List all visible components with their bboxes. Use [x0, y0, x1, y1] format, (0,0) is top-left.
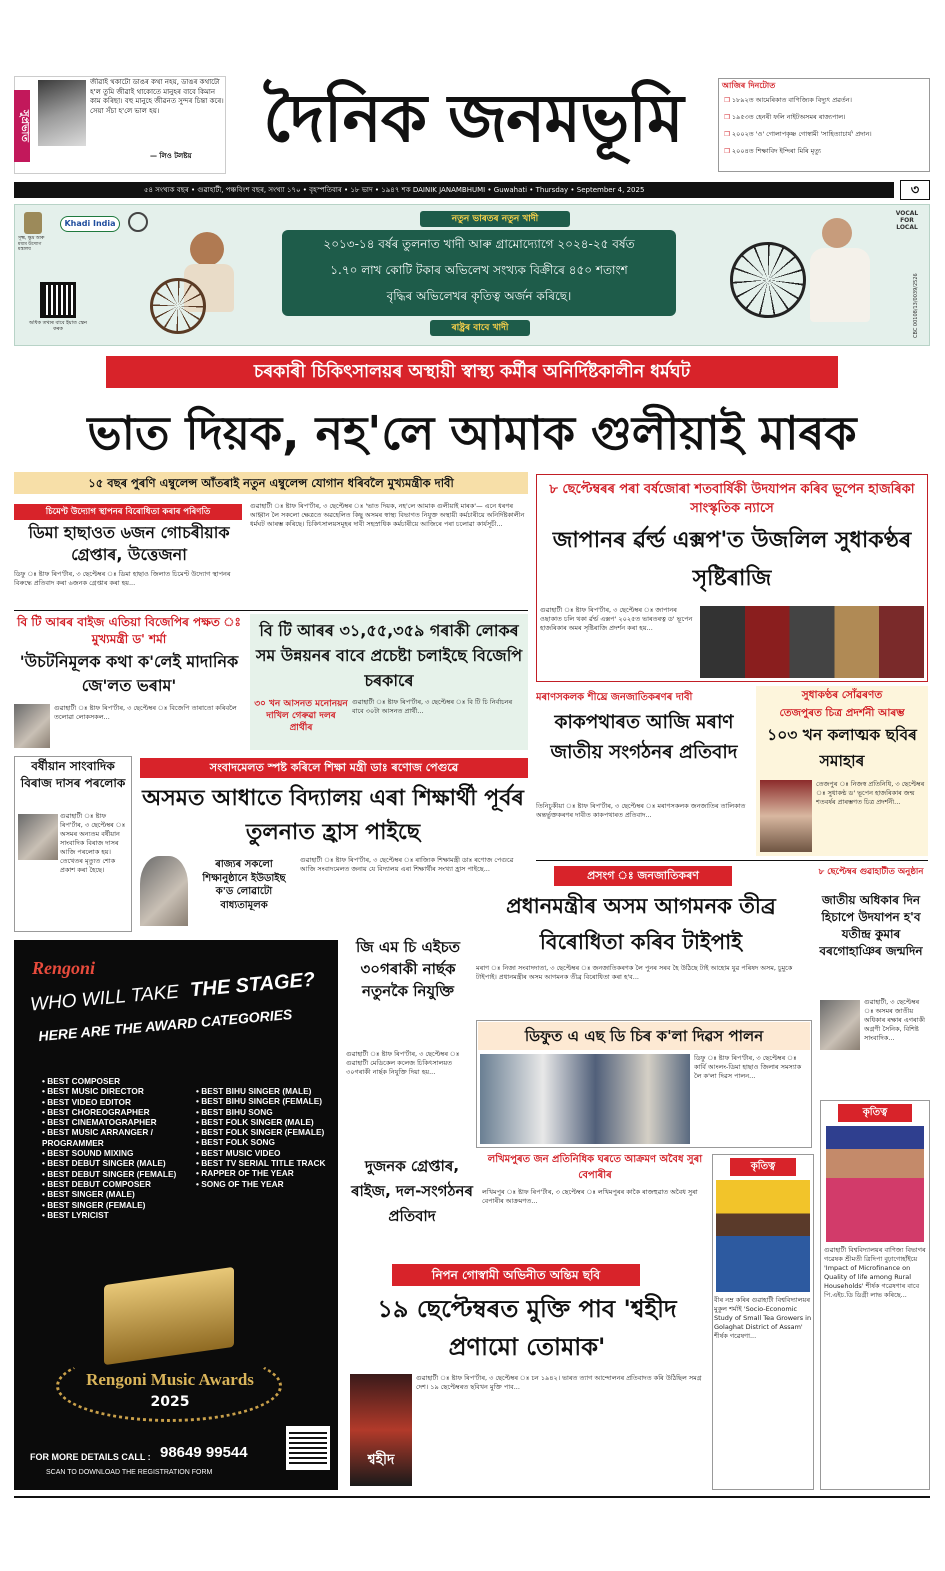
gmc-body: গুৱাহাটী ঃ ষ্টাফ ৰিপ'ৰ্টাৰ, ৩ ছেপ্টেম্বৰ ঃ গুৱাহাটী মেডিকেল কলেজ চিকিৎসালয়ত ৩০গৰাকী নাৰ্ছক নিযুক্তি দিয়া হয়...: [346, 1050, 460, 1076]
khadi-logo: Khadi India: [60, 216, 120, 232]
education-kicker: সংবাদমেলত স্পষ্ট কৰিলে শিক্ষা মন্ত্ৰী ডাঃ ৰণোজ পেগুৱে: [140, 758, 528, 778]
tezpur-subkicker: তেজপুৰত চিত্ৰ প্ৰদৰ্শনী আৰম্ভ: [779, 707, 905, 719]
dima-kicker: চিমেণ্ট উদ্যোগ স্থাপনৰ বিৰোধিতা কৰাৰ পৰিণতি: [14, 504, 242, 520]
prasanga-body: মৰাণ ঃ নিজা সংবাদদাতা, ৩ ছেপ্টেম্বৰ ঃ জনজাতিকৰণক লৈ পুনৰ সৰব হৈ উঠিছে টাই আহোম যুৱ পৰিষদ অসম, চুমুকে টাইপাই। প্ৰধানমন্ত্ৰীৰ অসম আগমনক তীব্ৰ বিৰোধিতা কৰা হ'ব...: [476, 964, 793, 981]
category-item: • BEST CHOREOGRAPHER: [42, 1106, 150, 1117]
category-item: • BEST LYRICIST: [42, 1209, 109, 1220]
pm-charkha-image: [730, 212, 890, 340]
prasanga-kicker: প্ৰসংগ ঃ জনজাতিকৰণ: [554, 866, 732, 886]
category-item: • BEST FOLK SINGER (MALE): [196, 1116, 314, 1127]
poster-title: শ্বহীদ: [367, 1452, 395, 1468]
awards-year: 2025: [150, 1394, 190, 1410]
diphu-photo: [480, 1054, 690, 1144]
ambulance-headline: ১৫ বছৰ পুৰণি এম্বুলেন্স আঁতৰাই নতুন এম্বুলেন্স যোগান ধৰিবলৈ মুখ্যমন্ত্ৰীক দাবী: [14, 472, 528, 494]
qr-caption: অধিক তথ্যৰ বাবে ইয়াত স্কেন কৰক: [28, 320, 88, 332]
moran-kicker: মৰাণসকলক শীঘ্ৰে জনজাতিকৰণৰ দাবী: [536, 692, 693, 703]
kritittwa-photo-2: [826, 1126, 924, 1242]
divider: [536, 860, 928, 861]
obit-kicker: বৰ্ষীয়ান সাংবাদিক বিৰাজ দাসৰ পৰলোক: [20, 759, 126, 790]
quote-author: — লিও টলষ্টয়: [150, 152, 192, 160]
jatiya-headline: জাতীয় অধিকাৰ দিন হিচাপে উদযাপন হ'ব যতীন্দ্ৰ কুমাৰ বৰগোহাঞিৰ জন্মদিন: [819, 893, 923, 958]
bt-cm-headline: 'উচটনিমূলক কথা ক'লেই মাদানিক জে'লত ভৰাম': [19, 652, 239, 695]
category-item: • BEST BIHU SONG: [196, 1106, 273, 1117]
category-item: • RAPPER OF THE YEAR: [196, 1168, 294, 1179]
suprabhat-label: সুপ্রভাত: [14, 90, 30, 162]
minister-photo: [140, 856, 188, 926]
kritittwa-photo-1: [716, 1180, 810, 1292]
ad-line-1: ২০১৩-১৪ বৰ্ষৰ তুলনাত খাদী আৰু গ্ৰামোদ্যোগে ২০২৪-২৫ বৰ্ষত: [323, 237, 635, 251]
ministry-label: সূক্ষ্ম, ক্ষুদ্ৰ আৰু মধ্যম উদ্যোগ মন্ত্ৰালয়: [18, 236, 45, 252]
nipan-headline: ১৯ ছেপ্টেম্বৰত মুক্তি পাব 'শ্বহীদ প্ৰণামো তোমাক': [377, 1295, 677, 1361]
bt-box-headline: বি টি আৰৰ ৩১,৫৫,৩৫৯ গৰাকী লোকৰ সম উন্নয়নৰ বাবে প্ৰচেষ্টা চলাইছে বিজেপি চৰকাৰে: [255, 621, 523, 690]
dateline-bar: ৫৪ সংখ্যক বছৰ • গুৱাহাটী, পঞ্চবিংশ বছৰ, সংখ্যা ১৭০ • বৃহস্পতিবাৰ • ১৮ ভাদ • ১৯৪৭ শক DAINIK JANAMBHUMI • Guwahati • Thursday • September 4, 2025: [14, 182, 894, 198]
dima-headline: ডিমা হাছাওত ৬জন গোচৰীয়াক গ্ৰেপ্তাৰ, উত্তেজনা: [28, 523, 230, 564]
bt-box-sub: ৩০ খন আসনত মনোনয়ন দাখিল গেৰুৱা দলৰ প্ৰাৰ্থীৰ: [254, 699, 348, 733]
today-label: আজিৰ দিনটোত: [722, 81, 776, 90]
japan-kicker: ৮ ছেপ্টেম্বৰৰ পৰা বৰ্ষজোৰা শতবাৰ্ষিকী উদযাপন কৰিব ভূপেন হাজৰিকা সাংস্কৃতিক ন্যাসে: [549, 482, 915, 516]
rengoni-qr-icon: [286, 1426, 330, 1470]
jatiya-body: গুৱাহাটী, ৩ ছেপ্টেম্বৰ ঃ অসমৰ জাতীয় অধিকাৰ ৰক্ষাৰ এগৰাকী অগ্ৰণী সৈনিক, বিশিষ্ট সাংবাদিক...: [864, 998, 925, 1042]
category-item: • BEST MUSIC ARRANGER / PROGRAMMER: [42, 1127, 153, 1148]
awards-title: Rengoni Music Awards: [86, 1370, 254, 1389]
diphu-body: ডিফু ঃ ষ্টাফ ৰিপ'ৰ্টাৰ, ৩ ছেপ্টেম্বৰ ঃ কাৰ্বি আংলং-ডিমা হাছাও জিলাৰ সমস্যাক লৈ ক'লা দিৱস পালন...: [694, 1054, 802, 1080]
kritittwa-body-2: গুৱাহাটী বিশ্ববিদ্যালয়ৰ বাণিজ্য বিভাগৰ গৱেষক শ্ৰীমতী ত্ৰিদিপা বুঢ়াগোহাঁইয়ে 'Impact of Microfinance on Quality of life among Rural Households' শীৰ্ষক গৱেষণাৰ বাবে পি.এইচ.ডি ডিগ্ৰী লাভ কৰিছে...: [824, 1246, 926, 1299]
category-item: • BEST DEBUT COMPOSER: [42, 1178, 151, 1189]
kritittwa-label-2: কৃতিত্ব: [838, 1104, 912, 1122]
arrest-kicker: লখিমপুৰত জন প্ৰতিনিধিক ঘৰতে আক্ৰমণ অবৈধ সুৰা বেপাৰীৰ: [487, 1154, 703, 1181]
scan-caption: SCAN TO DOWNLOAD THE REGISTRATION FORM: [46, 1469, 213, 1476]
category-item: • BEST SOUND MIXING: [42, 1148, 134, 1159]
category-item: • BEST CINEMATOGRAPHER: [42, 1117, 157, 1128]
lead-body: গুৱাহাটী ঃ ষ্টাফ ৰিপ'ৰ্টাৰ, ৩ ছেপ্টেম্বৰ ঃ 'ভাত দিয়ক, নহ'লে আমাক গুলীয়াই মাৰক'— এনে ধৰণৰ আহ্বান লৈ সকলো ক্ষেত্ৰতে অৱহেলিত কিছু অসমৰ স্বাস্থ্য বিভাগত নিযুক্ত অস্থায়ী কৰ্মচাৰীয়ে অনিৰ্দিষ্টকালীন ধৰ্মঘট আৰম্ভ কৰিছে। চিকিৎসালয়সমূহৰ দাবী সহস্ৰাধিক কৰ্মচাৰীয়ে আজিৰে পৰা চলোৱা কাৰ্যসূচী...: [250, 502, 525, 528]
kritittwa-label-1: কৃতিত্ব: [730, 1158, 796, 1176]
category-item: • BEST DEBUT SINGER (FEMALE): [42, 1168, 177, 1179]
bt-cm-kicker: বি টি আৰৰ বাইজ এতিয়া বিজেপিৰ পক্ষত ঃ মুখ্যমন্ত্ৰী ড' শৰ্মা: [17, 615, 241, 646]
lead-headline: ভাত দিয়ক, নহ'লে আমাক গুলীয়াই মাৰক: [87, 406, 857, 460]
category-item: • BEST BIHU SINGER (FEMALE): [196, 1096, 322, 1107]
lead-kicker: চৰকাৰী চিকিৎসালয়ৰ অস্থায়ী স্বাস্থ্য কৰ্মীৰ অনিৰ্দিষ্টকালীন ধৰ্মঘট: [106, 356, 838, 388]
jatiya-kicker: ৮ ছেপ্টেম্বৰ গুৱাহাটীত অনুষ্ঠান: [818, 867, 924, 877]
vocal-for-local-logo: VOCAL FOR LOCAL: [895, 210, 919, 231]
category-item: • BEST MUSIC DIRECTOR: [42, 1086, 144, 1097]
moran-headline: কাকপথাৰত আজি মৰাণ জাতীয় সংগঠনৰ প্ৰতিবাদ: [550, 712, 738, 763]
japan-photo: [700, 606, 924, 678]
prasanga-headline: প্ৰধানমন্ত্ৰীৰ অসম আগমনক তীব্ৰ বিৰোধিতা কৰিব টাইপাই: [506, 894, 776, 954]
education-side: ৰাজ্যৰ সকলো শিক্ষানুষ্ঠানে ইউডাইছ ক'ড লোৱাটো বাধ্যতামূলক: [202, 859, 286, 911]
emblem-icon: [24, 212, 42, 234]
moran-body: তিনিচুকীয়া ঃ ষ্টাফ ৰিপ'ৰ্টাৰ, ৩ ছেপ্টেম্বৰ ঃ মৰাণসকলক জনজাতিৰ তালিকাত অন্তৰ্ভুক্তকৰণৰ দাবীত কাকপথাৰত প্ৰতিবাদ...: [536, 802, 746, 819]
category-item: • BEST SINGER (FEMALE): [42, 1199, 146, 1210]
japan-headline: জাপানৰ ৰ্ৱৰ্ল্ড এক্সপ'ত উজলিল সুধাকণ্ঠৰ সৃষ্টিৰাজি: [552, 528, 912, 591]
today-item: ❒ ২০০৪ত শিক্ষাবিদ ইন্দিৰা মিৰি মৃত্যু: [724, 147, 822, 155]
rengoni-tagline-1: WHO WILL TAKE: [29, 981, 180, 1016]
category-item: • BEST SINGER (MALE): [42, 1189, 135, 1200]
phone-number: 98649 99544: [160, 1444, 248, 1461]
ad-line-2: ১.৭০ লাখ কোটি টকাৰ অভিলেখ সংখ্যক বিক্ৰীৰে ৪৫০ শতাংশ: [330, 263, 628, 277]
category-item: • BEST TV SERIAL TITLE TRACK: [196, 1158, 326, 1169]
bt-cm-body: গুৱাহাটী ঃ ষ্টাফ ৰিপ'ৰ্টাৰ, ৩ ছেপ্টেম্বৰ ঃ বিজেপি তাৰাতো কৰিবলৈ তলোৱা লোকসকল...: [54, 704, 237, 721]
nipan-body: গুৱাহাটী ঃ ষ্টাফ ৰিপ'ৰ্টাৰ, ৩ ছেপ্টেম্বৰ ঃ চন ১৯৪২। ভাৰত ত্যাগ আন্দোলনৰ প্ৰতিবাদত কৰি উঠিছিল সমগ্ৰ দেশ। ১৯ ছেপ্টেম্বৰত ছবিখন মুক্তি পাব...: [416, 1374, 702, 1391]
bt-box-body: গুৱাহাটী ঃ ষ্টাফ ৰিপ'ৰ্টাৰ, ৩ ছেপ্টেম্বৰ ঃ বি টি চি নিৰ্বাচনৰ বাবে ৩০টা আসনত প্ৰাৰ্থী...: [352, 698, 513, 715]
gandhi-charkha-image: [150, 228, 270, 340]
education-headline: অসমত আধাতে বিদ্যালয় এৰা শিক্ষাৰ্থী পূৰ্বৰ তুলনাত হ্ৰাস পাইছে: [142, 786, 524, 845]
page-bottom-rule: [14, 1496, 930, 1498]
award-categories-left: [42, 1076, 200, 1220]
ad-tag-top: নতুন ভাৰতৰ নতুন খাদী: [420, 211, 570, 227]
newspaper-title: দৈনিক জনমভূমি: [263, 79, 683, 157]
category-item: • BEST FOLK SINGER (FEMALE): [196, 1127, 325, 1138]
tezpur-photo: [760, 780, 812, 852]
category-item: • BEST COMPOSER: [42, 1076, 121, 1086]
education-body: গুৱাহাটী ঃ ষ্টাফ ৰিপ'ৰ্টাৰ, ৩ ছেপ্টেম্বৰ ঃ ৰাজ্যিক শিক্ষামন্ত্ৰী ডাঃ ৰণোজ পেগুৱে আজি সংবাদমেলত জনায় যে বিদ্যালয় এৰা শিক্ষাৰ্থীৰ সংখ্যা হ্ৰাস পাইছে...: [300, 856, 514, 873]
rengoni-tagline-3: HERE ARE THE AWARD CATEGORIES: [37, 1005, 293, 1045]
divider: [14, 610, 528, 611]
ad-line-3: বৃদ্ধিৰ অভিলেখৰ কৃতিত্ব অৰ্জন কৰিছে।: [386, 289, 572, 303]
swachh-icon: [128, 212, 148, 232]
cm-photo: [14, 704, 50, 748]
category-item: • BEST BIHU SINGER (MALE): [196, 1086, 312, 1096]
rengoni-logo: Rengoni: [32, 958, 96, 978]
tezpur-headline: ১০৩ খন কলাত্মক ছবিৰ সমাহাৰ: [767, 726, 917, 770]
diphu-headline: ডিফুত এ এছ ডি চিৰ ক'লা দিৱস পালন: [478, 1022, 810, 1050]
today-item: ❒ ২০০২ত 'ও' গোলাপকৃষ্ণ গোস্বামী 'সাহিত্যাচাৰ্য' প্ৰদান।: [724, 130, 872, 138]
today-item: ❒ ১৯৫৩ত হেনৰী ফলি নাইটঅসমৰ ৰাজ্যপাল।: [724, 113, 846, 121]
ad-side-id: CBC 00108/13/0039/2526: [913, 273, 919, 338]
arrest-headline: দুজনক গ্ৰেপ্তাৰ, ৰাইজ, দল-সংগঠনৰ প্ৰতিবাদ: [351, 1157, 473, 1225]
jatiya-photo: [820, 1000, 860, 1050]
kritittwa-body-1: বীৰ নম্ৰ কৰিৰ গুৱাহাটী বিশ্ববিদ্যালয়ৰ মুকুল শৰ্মাই 'Socio-Economic Study of Small Tea Growers in Golaghat District of Assam' শীৰ্ষক গৱেষণা...: [714, 1296, 812, 1340]
dima-body: ডিফু ঃ ষ্টাফ ৰিপ'ৰ্টাৰ, ৩ ছেপ্টেম্বৰ ঃ ডিমা হাছাও জিলাত চিমেণ্ট উদ্যোগ স্থাপনৰ বিৰুদ্ধে প্ৰতিবাদ কৰা ৬জনক গ্ৰেপ্তাৰ কৰা হয়...: [14, 570, 231, 587]
ad-tag-bottom: ৰাষ্ট্ৰৰ বাবে খাদী: [430, 320, 530, 336]
category-item: • SONG OF THE YEAR: [196, 1178, 284, 1189]
category-item: • BEST DEBUT SINGER (MALE): [42, 1158, 166, 1169]
tezpur-body: তেজপুৰ ঃ নিজস্ব প্ৰতিনিধি, ৩ ছেপ্টেম্বৰ ঃ সুধাকণ্ঠ ড' ভূপেন হাজৰিকাৰ জন্ম শতবৰ্ষৰ প্ৰাৰম্ভণত চিত্ৰ প্ৰদৰ্শনী...: [816, 780, 925, 806]
tezpur-kicker: সুধাকণ্ঠৰ সোঁৱৰণত: [801, 689, 883, 701]
tolstoy-portrait: [38, 80, 86, 146]
category-item: • BEST FOLK SONG: [196, 1137, 275, 1148]
category-item: • BEST MUSIC VIDEO: [196, 1147, 281, 1158]
today-list: [724, 96, 928, 164]
today-item: ❒ ১৮৯২ত আমেৰিকাত বাণিজ্যিক বিদ্যুৎ প্ৰৱৰ্তন।: [724, 96, 852, 104]
nipan-kicker: নিপন গোস্বামী অভিনীত অন্তিম ছবি: [392, 1264, 640, 1286]
qr-code-icon: [40, 282, 76, 318]
japan-body: গুৱাহাটী ঃ ষ্টাফ ৰিপ'ৰ্টাৰ, ৩ ছেপ্টেম্বৰ ঃ জাপানৰ ওছাকাত চলি থকা ৰ্ৱৰ্ল্ড এক্সপ' ২০২৫ত ভাৰতৰত্ন ড' ভূপেন হাজৰিকাৰ অমৰ সৃষ্টিৰাজি প্ৰদৰ্শন কৰা হয়...: [540, 606, 693, 632]
arrest-body: লখিমপুৰ ঃ ষ্টাফ ৰিপ'ৰ্টাৰ, ৩ ছেপ্টেম্বৰ ঃ লখিমপুৰৰ কাকৈ ৰাজহুৱাত অবৈধ সুৰা বেপাৰীৰ আক্ৰমণত...: [482, 1188, 698, 1205]
award-categories-right: [196, 1086, 336, 1189]
call-label: FOR MORE DETAILS CALL :: [30, 1452, 151, 1462]
page-number: ৩: [900, 180, 930, 200]
category-item: • BEST VIDEO EDITOR: [42, 1096, 131, 1107]
daily-quote: জীৱাই থকাটো ডাঙৰ কথা নহয়, ডাঙৰ কথাটো হ'ল তুমি জীৱাই থাকোতে মানুহৰ বাবে কিমান কাম কৰিছা। বহু মানুহে জীৱনত সুন্দৰ চিন্তা কৰে। সেয়া সঁচা হ'লে ভাল হয়।: [90, 78, 224, 115]
obit-body: গুৱাহাটী ঃ ষ্টাফ ৰিপ'ৰ্টাৰ, ৩ ছেপ্টেম্বৰ ঃ অসমৰ অন্যতম বৰ্ষীয়ান সাংবাদিক বিৰাজ দাসৰ আজি পৰলোক হয়। তেখেতৰ মৃত্যুত শোক প্ৰকাশ কৰা হৈছে।: [60, 812, 126, 874]
rengoni-tagline-2: THE STAGE?: [189, 968, 316, 1002]
gmc-headline: জি এম চি এইচত ৩০গৰাকী নাৰ্ছক নতুনকৈ নিযুক্তি: [355, 938, 461, 1000]
